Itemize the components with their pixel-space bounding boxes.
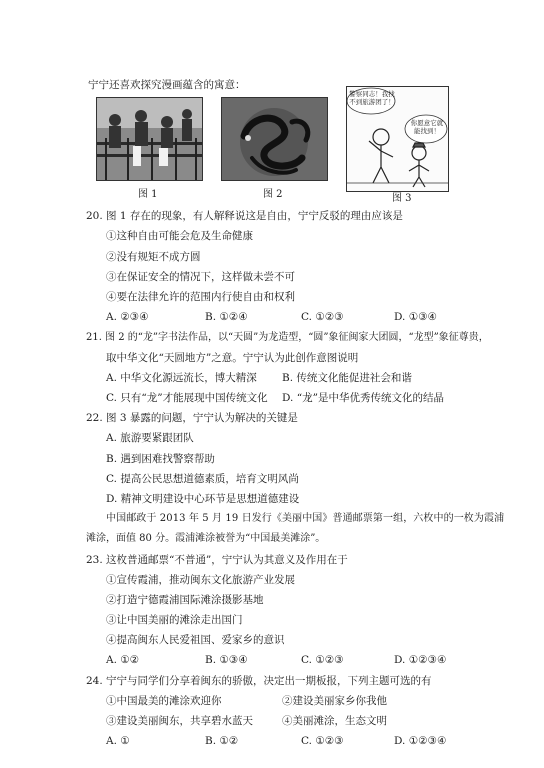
q23-item-2: ②打造宁德霞浦国际滩涂摄影基地	[106, 594, 264, 606]
q23-option-a: A. ①②	[106, 654, 140, 666]
figure-3-cartoon	[346, 86, 449, 192]
q20-stem: 20. 图 1 存在的现象，有人解释说这是自由，宁宁反驳的理由应该是	[86, 210, 403, 222]
q23-item-3: ③让中国美丽的滩涂走出国门	[106, 614, 243, 626]
q22-option-d: D. 精神文明建设中心环节是思想道德建设	[106, 493, 300, 505]
q21-option-b: B. 传统文化能促进社会和谐	[282, 372, 412, 384]
q21-stem-line1: 21. 图 2 的“龙”字书法作品，以“天圆”为龙造型，“圆”象征闽家大团圆，“龙型”象征尊贵，	[86, 332, 489, 343]
q23-item-4: ④提高闽东人民爱祖国、爱家乡的意识	[106, 634, 285, 646]
q24-option-c: C. ①②③	[301, 735, 344, 747]
q20-option-d: D. ①③④	[394, 311, 437, 323]
figure-1-photo	[96, 97, 203, 181]
figure-3-bubble-left: 警察同志！我找不到旅游团了！	[349, 90, 395, 106]
q23-option-b: B. ①③④	[205, 654, 248, 666]
figure-2-calligraphy	[221, 97, 328, 181]
figure-3-caption: 图 3	[392, 193, 412, 204]
q23-item-1: ①宣传霞浦，推动闽东文化旅游产业发展	[106, 574, 295, 586]
q22-option-c: C. 提高公民思想道德素质，培育文明风尚	[106, 473, 299, 485]
q24-item-4: ④美丽滩涂，生态文明	[282, 715, 387, 727]
passage-line-1: 中国邮政于 2013 年 5 月 19 日发行《美丽中国》普通邮票第一组，六枚中的一枚为霞浦	[106, 513, 505, 524]
q20-item-1: ①这种自由可能会危及生命健康	[106, 230, 253, 242]
q23-stem: 23. 这枚普通邮票“不普通”，宁宁认为其意义及作用在于	[86, 554, 348, 566]
q23-option-d: D. ①②③④	[394, 654, 447, 666]
figure-2-caption: 图 2	[263, 189, 283, 200]
q21-option-d: D. “龙”是中华优秀传统文化的结晶	[282, 392, 444, 404]
q20-item-2: ②没有规矩不成方圆	[106, 251, 201, 263]
q20-option-b: B. ①②④	[205, 311, 248, 323]
q21-option-a: A. 中华文化源远流长，博大精深	[106, 372, 257, 384]
q22-option-a: A. 旅游要紧跟团队	[106, 432, 194, 444]
q20-item-4: ④要在法律允许的范围内行使自由和权利	[106, 291, 295, 303]
passage-line-2: 滩涂，面值 80 分。霞浦滩涂被誉为“中国最美滩涂”。	[86, 533, 326, 544]
figure-1-caption: 图 1	[138, 189, 158, 200]
q20-option-c: C. ①②③	[301, 311, 344, 323]
q20-option-a: A. ②③④	[106, 311, 149, 323]
q24-item-2: ②建设美丽家乡你我他	[282, 695, 387, 707]
q20-item-3: ③在保证安全的情况下，这样做未尝不可	[106, 271, 295, 283]
q24-option-a: A. ①	[106, 735, 130, 747]
q23-option-c: C. ①②③	[301, 654, 344, 666]
q24-item-1: ①中国最美的滩涂欢迎你	[106, 695, 222, 707]
q24-option-d: D. ①②③④	[394, 735, 447, 747]
q22-option-b: B. 遇到困难找警察帮助	[106, 453, 215, 465]
q21-option-c: C. 只有“龙”才能展现中国传统文化	[106, 392, 268, 404]
intro-text: 宁宁还喜欢探究漫画蕴含的寓意：	[88, 79, 246, 91]
q24-stem: 24. 宁宁与同学们分享着闽东的骄傲，决定出一期板报，下列主题可选的有	[86, 675, 432, 687]
q24-item-3: ③建设美丽闽东，共享碧水蓝天	[106, 715, 253, 727]
q24-option-b: B. ①②	[205, 735, 239, 747]
q22-stem: 22. 图 3 暴露的问题，宁宁认为解决的关键是	[86, 412, 298, 424]
figure-3-bubble-right: 你愿意它就能找到！	[410, 119, 444, 135]
q21-stem-line2: 取中华文化“天圆地方”之意。宁宁认为此创作意图说明	[106, 352, 359, 364]
